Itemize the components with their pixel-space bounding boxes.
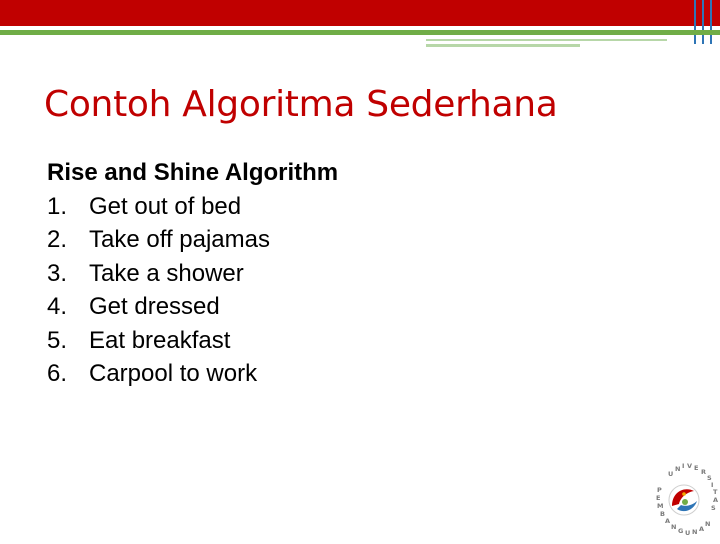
svg-text:V: V bbox=[687, 462, 693, 470]
step-text: Get out of bed bbox=[89, 192, 242, 220]
step-number: 5. bbox=[47, 326, 68, 354]
step-text: Take off pajamas bbox=[89, 226, 270, 253]
svg-text:E: E bbox=[694, 464, 699, 472]
accent-line-thin bbox=[426, 39, 667, 41]
step-number: 3. bbox=[47, 259, 68, 287]
step-number: 6. bbox=[47, 360, 68, 387]
accent-line-short bbox=[426, 44, 580, 47]
svg-text:N: N bbox=[692, 528, 698, 536]
svg-text:S: S bbox=[707, 474, 712, 482]
step-text: Get dressed bbox=[89, 293, 220, 320]
step-text: Carpool to work bbox=[89, 360, 258, 387]
svg-text:G: G bbox=[678, 527, 684, 535]
svg-text:A: A bbox=[713, 496, 719, 504]
svg-text:B: B bbox=[660, 510, 665, 518]
svg-text:N: N bbox=[675, 465, 681, 473]
step-item bbox=[47, 223, 338, 257]
svg-text:N: N bbox=[705, 520, 711, 528]
step-number: 2. bbox=[47, 226, 68, 253]
step-item bbox=[47, 357, 338, 391]
svg-text:A: A bbox=[665, 517, 671, 525]
svg-text:P: P bbox=[657, 486, 662, 494]
header-bar bbox=[0, 0, 720, 26]
accent-line bbox=[0, 30, 720, 35]
svg-text:A: A bbox=[699, 525, 705, 533]
svg-text:S: S bbox=[711, 504, 716, 512]
svg-text:E: E bbox=[656, 494, 661, 502]
header-ticks bbox=[690, 0, 720, 44]
step-item bbox=[47, 257, 338, 291]
step-number: 1. bbox=[47, 192, 68, 220]
step-item bbox=[47, 290, 338, 324]
step-item bbox=[47, 190, 338, 224]
step-text: Take a shower bbox=[89, 259, 244, 287]
svg-text:T: T bbox=[713, 488, 718, 496]
algorithm-heading: Rise and Shine Algorithm bbox=[47, 159, 339, 186]
step-list bbox=[47, 190, 338, 391]
step-text: Eat breakfast bbox=[89, 326, 231, 354]
svg-text:U: U bbox=[685, 529, 691, 537]
step-item bbox=[47, 324, 338, 358]
svg-text:M: M bbox=[657, 502, 664, 510]
svg-text:N: N bbox=[671, 523, 677, 531]
svg-text:U: U bbox=[668, 470, 674, 478]
slide-content bbox=[47, 156, 338, 391]
step-number: 4. bbox=[47, 293, 68, 320]
slide-title: Contoh Algoritma Sederhana bbox=[44, 84, 558, 125]
svg-text:I: I bbox=[711, 481, 714, 489]
university-logo bbox=[648, 460, 720, 540]
svg-text:I: I bbox=[682, 462, 685, 470]
svg-text:R: R bbox=[701, 468, 707, 476]
university-seal-icon bbox=[648, 460, 720, 540]
